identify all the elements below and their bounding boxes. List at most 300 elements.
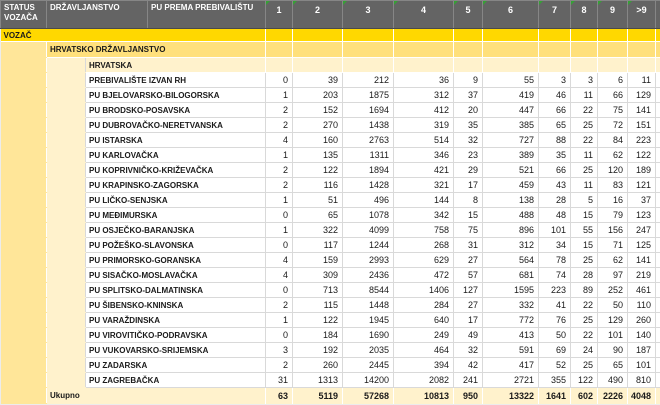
- data-cell[interactable]: 66: [539, 103, 571, 118]
- data-cell[interactable]: 110: [628, 298, 656, 313]
- data-cell[interactable]: 1595: [483, 283, 539, 298]
- data-cell[interactable]: 184: [293, 328, 343, 343]
- data-cell[interactable]: 1: [266, 148, 293, 163]
- total-cell[interactable]: 57268: [343, 388, 394, 404]
- col-header-count-3[interactable]: 3: [343, 1, 394, 29]
- data-cell[interactable]: 1313: [293, 373, 343, 388]
- data-cell[interactable]: 3: [571, 73, 598, 88]
- data-cell[interactable]: 284: [394, 298, 454, 313]
- data-cell[interactable]: 43: [539, 178, 571, 193]
- empty-cell[interactable]: [628, 58, 656, 73]
- row-label[interactable]: PU KARLOVAČKA: [86, 148, 266, 163]
- data-cell[interactable]: 22: [571, 103, 598, 118]
- data-cell[interactable]: 223: [539, 283, 571, 298]
- data-cell[interactable]: 2: [266, 103, 293, 118]
- data-cell[interactable]: 52: [539, 358, 571, 373]
- data-cell[interactable]: 11: [571, 178, 598, 193]
- data-cell[interactable]: 514: [394, 133, 454, 148]
- cutoff-column-cell: [656, 88, 660, 103]
- data-cell[interactable]: 71: [598, 238, 628, 253]
- data-cell[interactable]: 0: [266, 73, 293, 88]
- data-cell[interactable]: 76: [539, 313, 571, 328]
- empty-cell[interactable]: [628, 42, 656, 58]
- empty-cell[interactable]: [394, 29, 454, 42]
- data-cell[interactable]: 459: [483, 178, 539, 193]
- data-cell[interactable]: 28: [539, 193, 571, 208]
- data-cell[interactable]: 25: [571, 163, 598, 178]
- row-label[interactable]: PU ZADARSKA: [86, 358, 266, 373]
- col-header-count-9[interactable]: 9: [598, 1, 628, 29]
- data-cell[interactable]: 22: [571, 328, 598, 343]
- empty-cell[interactable]: [628, 29, 656, 42]
- data-cell[interactable]: 55: [571, 223, 598, 238]
- data-cell[interactable]: 192: [293, 343, 343, 358]
- data-cell[interactable]: 4099: [343, 223, 394, 238]
- data-cell[interactable]: 496: [343, 193, 394, 208]
- empty-cell[interactable]: [293, 42, 343, 58]
- data-cell[interactable]: 472: [394, 268, 454, 283]
- data-cell[interactable]: 629: [394, 253, 454, 268]
- data-cell[interactable]: 14200: [343, 373, 394, 388]
- data-cell[interactable]: 41: [539, 298, 571, 313]
- empty-cell[interactable]: [539, 42, 571, 58]
- citizenship-strip: [47, 88, 86, 103]
- data-cell[interactable]: 896: [483, 223, 539, 238]
- data-cell[interactable]: 31: [454, 238, 483, 253]
- data-cell[interactable]: 37: [628, 193, 656, 208]
- data-cell[interactable]: 25: [571, 313, 598, 328]
- data-cell[interactable]: 78: [539, 253, 571, 268]
- row-label[interactable]: PU ŠIBENSKO-KNINSKA: [86, 298, 266, 313]
- data-cell[interactable]: 346: [394, 148, 454, 163]
- row-label[interactable]: PU SISAČKO-MOSLAVAČKA: [86, 268, 266, 283]
- data-cell[interactable]: 389: [483, 148, 539, 163]
- total-cell[interactable]: 13322: [483, 388, 539, 404]
- empty-cell[interactable]: [394, 42, 454, 58]
- empty-cell[interactable]: [293, 58, 343, 73]
- data-cell[interactable]: 39: [293, 73, 343, 88]
- data-cell[interactable]: 90: [598, 343, 628, 358]
- data-cell[interactable]: 3: [539, 73, 571, 88]
- data-cell[interactable]: 591: [483, 343, 539, 358]
- total-cell[interactable]: 4048: [628, 388, 656, 404]
- data-cell[interactable]: 97: [598, 268, 628, 283]
- data-cell[interactable]: 144: [394, 193, 454, 208]
- data-cell[interactable]: 31: [266, 373, 293, 388]
- data-cell[interactable]: 2436: [343, 268, 394, 283]
- data-cell[interactable]: 681: [483, 268, 539, 283]
- empty-cell[interactable]: [483, 29, 539, 42]
- data-cell[interactable]: 223: [628, 133, 656, 148]
- data-cell[interactable]: 84: [598, 133, 628, 148]
- data-cell[interactable]: 32: [454, 133, 483, 148]
- data-cell[interactable]: 11: [571, 148, 598, 163]
- data-cell[interactable]: 57: [454, 268, 483, 283]
- data-cell[interactable]: 355: [539, 373, 571, 388]
- data-cell[interactable]: 461: [628, 283, 656, 298]
- row-label[interactable]: PU OSJEČKO-BARANJSKA: [86, 223, 266, 238]
- row-label[interactable]: PREBIVALIŠTE IZVAN RH: [86, 73, 266, 88]
- data-cell[interactable]: 122: [293, 313, 343, 328]
- data-cell[interactable]: 160: [293, 133, 343, 148]
- data-cell[interactable]: 27: [454, 253, 483, 268]
- row-label[interactable]: PU VARAŽDINSKA: [86, 313, 266, 328]
- data-cell[interactable]: 332: [483, 298, 539, 313]
- data-cell[interactable]: 22: [571, 298, 598, 313]
- data-cell[interactable]: 32: [454, 343, 483, 358]
- table-row: [1, 238, 660, 253]
- data-cell[interactable]: 727: [483, 133, 539, 148]
- group-label-vozac[interactable]: VOZAČ: [1, 29, 266, 42]
- data-cell[interactable]: 69: [539, 343, 571, 358]
- data-cell[interactable]: 22: [571, 133, 598, 148]
- data-cell[interactable]: 249: [394, 328, 454, 343]
- col-header-count-5[interactable]: 5: [454, 1, 483, 29]
- col-header-count-7[interactable]: 7: [539, 1, 571, 29]
- data-cell[interactable]: 2: [266, 298, 293, 313]
- row-label[interactable]: PU MEĐIMURSKA: [86, 208, 266, 223]
- data-cell[interactable]: 11: [571, 88, 598, 103]
- data-cell[interactable]: 2721: [483, 373, 539, 388]
- data-cell[interactable]: 79: [598, 208, 628, 223]
- data-cell[interactable]: 135: [293, 148, 343, 163]
- data-cell[interactable]: 151: [628, 118, 656, 133]
- data-cell[interactable]: 1875: [343, 88, 394, 103]
- data-cell[interactable]: 27: [454, 298, 483, 313]
- data-cell[interactable]: 564: [483, 253, 539, 268]
- empty-cell[interactable]: [598, 58, 628, 73]
- data-cell[interactable]: 758: [394, 223, 454, 238]
- data-cell[interactable]: 28: [571, 268, 598, 283]
- data-cell[interactable]: 17: [454, 313, 483, 328]
- data-cell[interactable]: 24: [571, 343, 598, 358]
- data-cell[interactable]: 88: [539, 133, 571, 148]
- data-cell[interactable]: 122: [628, 148, 656, 163]
- data-cell[interactable]: 50: [598, 298, 628, 313]
- row-label[interactable]: PU BJELOVARSKO-BILOGORSKA: [86, 88, 266, 103]
- data-cell[interactable]: 247: [628, 223, 656, 238]
- data-cell[interactable]: 129: [628, 88, 656, 103]
- citizenship-strip: [47, 133, 86, 148]
- data-cell[interactable]: 37: [454, 88, 483, 103]
- data-cell[interactable]: 342: [394, 208, 454, 223]
- data-cell[interactable]: 447: [483, 103, 539, 118]
- empty-cell[interactable]: [266, 42, 293, 58]
- row-label[interactable]: PU ZAGREBAČKA: [86, 373, 266, 388]
- empty-cell[interactable]: [571, 29, 598, 42]
- data-cell[interactable]: 421: [394, 163, 454, 178]
- row-label[interactable]: PU BRODSKO-POSAVSKA: [86, 103, 266, 118]
- col-header-status-vozaca[interactable]: STATUS VOZAČA: [1, 1, 47, 29]
- data-cell[interactable]: 0: [266, 208, 293, 223]
- data-cell[interactable]: 2: [266, 178, 293, 193]
- citizenship-strip: [47, 148, 86, 163]
- data-cell[interactable]: 2082: [394, 373, 454, 388]
- empty-cell[interactable]: [454, 58, 483, 73]
- data-cell[interactable]: 16: [598, 193, 628, 208]
- data-cell[interactable]: 260: [293, 358, 343, 373]
- data-cell[interactable]: 260: [628, 313, 656, 328]
- empty-cell[interactable]: [343, 58, 394, 73]
- data-cell[interactable]: 1438: [343, 118, 394, 133]
- data-cell[interactable]: 101: [628, 358, 656, 373]
- empty-cell[interactable]: [394, 58, 454, 73]
- data-cell[interactable]: 203: [293, 88, 343, 103]
- empty-cell[interactable]: [571, 42, 598, 58]
- data-cell[interactable]: 1: [266, 193, 293, 208]
- total-cell[interactable]: 950: [454, 388, 483, 404]
- data-cell[interactable]: 810: [628, 373, 656, 388]
- data-cell[interactable]: 48: [539, 208, 571, 223]
- data-cell[interactable]: 1894: [343, 163, 394, 178]
- data-cell[interactable]: 66: [539, 163, 571, 178]
- data-cell[interactable]: 212: [343, 73, 394, 88]
- data-cell[interactable]: 49: [454, 328, 483, 343]
- total-cell[interactable]: 1641: [539, 388, 571, 404]
- data-cell[interactable]: 62: [598, 253, 628, 268]
- data-cell[interactable]: 270: [293, 118, 343, 133]
- data-cell[interactable]: 141: [628, 103, 656, 118]
- data-cell[interactable]: 1: [266, 223, 293, 238]
- data-cell[interactable]: 312: [394, 88, 454, 103]
- row-label[interactable]: PU LIČKO-SENJSKA: [86, 193, 266, 208]
- data-cell[interactable]: 2763: [343, 133, 394, 148]
- data-cell[interactable]: 141: [628, 253, 656, 268]
- empty-cell[interactable]: [343, 29, 394, 42]
- empty-cell[interactable]: [343, 42, 394, 58]
- empty-cell[interactable]: [483, 42, 539, 58]
- data-cell[interactable]: 1690: [343, 328, 394, 343]
- table-row: [1, 148, 660, 163]
- data-cell[interactable]: 252: [598, 283, 628, 298]
- data-cell[interactable]: 115: [293, 298, 343, 313]
- data-cell[interactable]: 138: [483, 193, 539, 208]
- data-cell[interactable]: 2445: [343, 358, 394, 373]
- row-label[interactable]: PU KOPRIVNIČKO-KRIŽEVAČKA: [86, 163, 266, 178]
- data-cell[interactable]: 412: [394, 103, 454, 118]
- data-cell[interactable]: 2: [266, 118, 293, 133]
- data-cell[interactable]: 29: [454, 163, 483, 178]
- data-cell[interactable]: 101: [539, 223, 571, 238]
- group-label-hrvatsko-drzavljanstvo[interactable]: HRVATSKO DRŽAVLJANSTVO: [47, 42, 266, 58]
- row-label[interactable]: PU PRIMORSKO-GORANSKA: [86, 253, 266, 268]
- data-cell[interactable]: 35: [454, 118, 483, 133]
- citizenship-strip: [47, 268, 86, 283]
- empty-cell[interactable]: [454, 29, 483, 42]
- data-cell[interactable]: 268: [394, 238, 454, 253]
- data-cell[interactable]: 322: [293, 223, 343, 238]
- col-header-pu-prema-prebivalistu[interactable]: PU PREMA PREBIVALIŠTU: [148, 1, 266, 29]
- data-cell[interactable]: 11: [628, 73, 656, 88]
- row-label[interactable]: PU KRAPINSKO-ZAGORSKA: [86, 178, 266, 193]
- col-header-drzavljanstvo[interactable]: DRŽAVLJANSTVO: [47, 1, 148, 29]
- data-cell[interactable]: 4: [266, 133, 293, 148]
- col-header-count-1[interactable]: 1: [266, 1, 293, 29]
- total-cell[interactable]: 602: [571, 388, 598, 404]
- data-cell[interactable]: 4: [266, 253, 293, 268]
- data-cell[interactable]: 156: [598, 223, 628, 238]
- data-cell[interactable]: 101: [598, 328, 628, 343]
- data-cell[interactable]: 46: [539, 88, 571, 103]
- data-cell[interactable]: 159: [293, 253, 343, 268]
- data-cell[interactable]: 123: [628, 208, 656, 223]
- row-label[interactable]: PU VUKOVARSKO-SRIJEMSKA: [86, 343, 266, 358]
- col-header-count-8[interactable]: 8: [571, 1, 598, 29]
- data-cell[interactable]: 309: [293, 268, 343, 283]
- data-cell[interactable]: 1448: [343, 298, 394, 313]
- empty-cell[interactable]: [571, 58, 598, 73]
- row-label[interactable]: PU POŽEŠKO-SLAVONSKA: [86, 238, 266, 253]
- data-cell[interactable]: 8544: [343, 283, 394, 298]
- col-header-count-6[interactable]: 6: [483, 1, 539, 29]
- data-cell[interactable]: 417: [483, 358, 539, 373]
- data-cell[interactable]: 1078: [343, 208, 394, 223]
- data-cell[interactable]: 319: [394, 118, 454, 133]
- data-cell[interactable]: 488: [483, 208, 539, 223]
- data-cell[interactable]: 2993: [343, 253, 394, 268]
- data-cell[interactable]: 50: [539, 328, 571, 343]
- data-cell[interactable]: 62: [598, 148, 628, 163]
- col-header-count->9[interactable]: >9: [628, 1, 656, 29]
- data-cell[interactable]: 75: [598, 103, 628, 118]
- data-cell[interactable]: 0: [266, 328, 293, 343]
- data-cell[interactable]: 4: [266, 268, 293, 283]
- data-cell[interactable]: 34: [539, 238, 571, 253]
- data-cell[interactable]: 1406: [394, 283, 454, 298]
- data-cell[interactable]: 464: [394, 343, 454, 358]
- data-cell[interactable]: 2: [266, 358, 293, 373]
- row-label[interactable]: PU VIROVITIČKO-PODRAVSKA: [86, 328, 266, 343]
- data-cell[interactable]: 5: [571, 193, 598, 208]
- data-cell[interactable]: 1945: [343, 313, 394, 328]
- data-cell[interactable]: 51: [293, 193, 343, 208]
- data-cell[interactable]: 140: [628, 328, 656, 343]
- data-cell[interactable]: 75: [454, 223, 483, 238]
- data-cell[interactable]: 187: [628, 343, 656, 358]
- empty-cell[interactable]: [539, 58, 571, 73]
- data-cell[interactable]: 65: [539, 118, 571, 133]
- empty-cell[interactable]: [598, 29, 628, 42]
- data-cell[interactable]: 1694: [343, 103, 394, 118]
- data-cell[interactable]: 3: [266, 343, 293, 358]
- data-cell[interactable]: 15: [571, 238, 598, 253]
- data-cell[interactable]: 89: [571, 283, 598, 298]
- data-cell[interactable]: 25: [571, 358, 598, 373]
- data-cell[interactable]: 65: [293, 208, 343, 223]
- data-cell[interactable]: 0: [266, 283, 293, 298]
- data-cell[interactable]: 72: [598, 118, 628, 133]
- data-cell[interactable]: 127: [454, 283, 483, 298]
- data-cell[interactable]: 55: [483, 73, 539, 88]
- data-cell[interactable]: 2035: [343, 343, 394, 358]
- total-cell[interactable]: 10813: [394, 388, 454, 404]
- row-label[interactable]: PU DUBROVAČKO-NERETVANSKA: [86, 118, 266, 133]
- total-label[interactable]: Ukupno: [47, 388, 266, 404]
- data-cell[interactable]: 25: [571, 118, 598, 133]
- data-cell[interactable]: 8: [454, 193, 483, 208]
- status-strip: [1, 208, 47, 223]
- data-cell[interactable]: 116: [293, 178, 343, 193]
- group-label-hrvatska[interactable]: HRVATSKA: [86, 58, 266, 73]
- empty-cell[interactable]: [266, 58, 293, 73]
- data-cell[interactable]: 419: [483, 88, 539, 103]
- empty-cell[interactable]: [293, 29, 343, 42]
- data-cell[interactable]: 122: [293, 163, 343, 178]
- data-cell[interactable]: 521: [483, 163, 539, 178]
- data-cell[interactable]: 9: [454, 73, 483, 88]
- data-cell[interactable]: 83: [598, 178, 628, 193]
- data-cell[interactable]: 1: [266, 88, 293, 103]
- empty-cell[interactable]: [266, 29, 293, 42]
- data-cell[interactable]: 74: [539, 268, 571, 283]
- data-cell[interactable]: 25: [571, 253, 598, 268]
- data-cell[interactable]: 125: [628, 238, 656, 253]
- row-label[interactable]: PU SPLITSKO-DALMATINSKA: [86, 283, 266, 298]
- data-cell[interactable]: 36: [394, 73, 454, 88]
- data-cell[interactable]: 6: [598, 73, 628, 88]
- total-cell[interactable]: 5119: [293, 388, 343, 404]
- data-cell[interactable]: 17: [454, 178, 483, 193]
- data-cell[interactable]: 152: [293, 103, 343, 118]
- data-cell[interactable]: 121: [628, 178, 656, 193]
- cutoff-column-cell: [656, 253, 660, 268]
- empty-cell[interactable]: [598, 42, 628, 58]
- data-cell[interactable]: 189: [628, 163, 656, 178]
- cutoff-column-cell: [656, 373, 660, 388]
- data-cell[interactable]: 2: [266, 163, 293, 178]
- data-cell[interactable]: 321: [394, 178, 454, 193]
- data-cell[interactable]: 120: [598, 163, 628, 178]
- data-cell[interactable]: 117: [293, 238, 343, 253]
- data-cell[interactable]: 42: [454, 358, 483, 373]
- data-cell[interactable]: 772: [483, 313, 539, 328]
- data-cell[interactable]: 15: [571, 208, 598, 223]
- data-cell[interactable]: 15: [454, 208, 483, 223]
- data-cell[interactable]: 640: [394, 313, 454, 328]
- row-label[interactable]: PU ISTARSKA: [86, 133, 266, 148]
- empty-cell[interactable]: [483, 58, 539, 73]
- data-cell[interactable]: 23: [454, 148, 483, 163]
- data-cell[interactable]: 129: [598, 313, 628, 328]
- data-cell[interactable]: 490: [598, 373, 628, 388]
- total-cell[interactable]: 63: [266, 388, 293, 404]
- empty-cell[interactable]: [539, 29, 571, 42]
- cutoff-column-cell: [656, 118, 660, 133]
- data-cell[interactable]: 65: [598, 358, 628, 373]
- data-cell[interactable]: 241: [454, 373, 483, 388]
- data-cell[interactable]: 66: [598, 88, 628, 103]
- data-cell[interactable]: 1311: [343, 148, 394, 163]
- data-cell[interactable]: 1: [266, 313, 293, 328]
- data-cell[interactable]: 1428: [343, 178, 394, 193]
- data-cell[interactable]: 713: [293, 283, 343, 298]
- data-cell[interactable]: 0: [266, 238, 293, 253]
- data-cell[interactable]: 413: [483, 328, 539, 343]
- data-cell[interactable]: 219: [628, 268, 656, 283]
- col-header-count-4[interactable]: 4: [394, 1, 454, 29]
- data-cell[interactable]: 122: [571, 373, 598, 388]
- data-cell[interactable]: 312: [483, 238, 539, 253]
- empty-cell[interactable]: [454, 42, 483, 58]
- col-header-count-2[interactable]: 2: [293, 1, 343, 29]
- total-cell[interactable]: 2226: [598, 388, 628, 404]
- data-cell[interactable]: 35: [539, 148, 571, 163]
- table-row: [1, 328, 660, 343]
- data-cell[interactable]: 20: [454, 103, 483, 118]
- data-cell[interactable]: 394: [394, 358, 454, 373]
- data-cell[interactable]: 385: [483, 118, 539, 133]
- data-cell[interactable]: 1244: [343, 238, 394, 253]
